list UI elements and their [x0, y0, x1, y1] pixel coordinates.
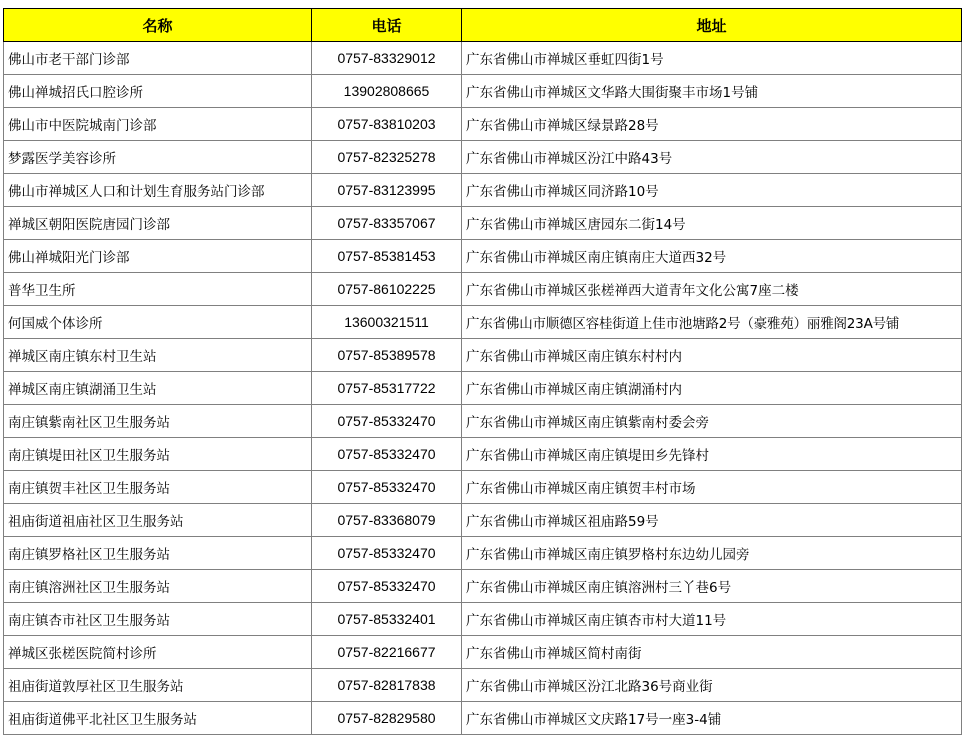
column-header-name: 名称 [4, 9, 312, 42]
column-header-address: 地址 [462, 9, 962, 42]
cell-address: 广东省佛山市禅城区简村南街 [462, 636, 962, 669]
cell-phone: 0757-83368079 [312, 504, 462, 537]
cell-phone: 0757-86102225 [312, 273, 462, 306]
table-row [4, 537, 962, 570]
cell-phone: 0757-83329012 [312, 42, 462, 75]
table-row [4, 669, 962, 702]
table-row [4, 174, 962, 207]
cell-address: 广东省佛山市禅城区南庄镇溶洲村三丫巷6号 [462, 570, 962, 603]
cell-name: 南庄镇罗格社区卫生服务站 [4, 537, 312, 570]
table-row [4, 438, 962, 471]
cell-address: 广东省佛山市禅城区文华路大围街聚丰市场1号铺 [462, 75, 962, 108]
table-row [4, 636, 962, 669]
table-row [4, 372, 962, 405]
cell-phone: 0757-85332470 [312, 438, 462, 471]
cell-address: 广东省佛山市禅城区南庄镇东村村内 [462, 339, 962, 372]
cell-phone: 0757-82216677 [312, 636, 462, 669]
table-row [4, 702, 962, 735]
table-row [4, 306, 962, 339]
table-row [4, 273, 962, 306]
cell-name: 禅城区南庄镇湖涌卫生站 [4, 372, 312, 405]
cell-name: 祖庙街道祖庙社区卫生服务站 [4, 504, 312, 537]
cell-name: 南庄镇贺丰社区卫生服务站 [4, 471, 312, 504]
cell-address: 广东省佛山市顺德区容桂街道上佳市池塘路2号（豪雅苑）丽雅阁23A号铺 [462, 306, 962, 339]
table-row [4, 240, 962, 273]
cell-address: 广东省佛山市禅城区同济路10号 [462, 174, 962, 207]
cell-name: 佛山市中医院城南门诊部 [4, 108, 312, 141]
table-row [4, 339, 962, 372]
cell-name: 南庄镇堤田社区卫生服务站 [4, 438, 312, 471]
cell-phone: 13600321511 [312, 306, 462, 339]
cell-name: 普华卫生所 [4, 273, 312, 306]
cell-address: 广东省佛山市禅城区南庄镇堤田乡先锋村 [462, 438, 962, 471]
cell-address: 广东省佛山市禅城区汾江北路36号商业街 [462, 669, 962, 702]
table-header-row [4, 9, 962, 42]
cell-phone: 0757-85332470 [312, 570, 462, 603]
cell-name: 佛山市禅城区人口和计划生育服务站门诊部 [4, 174, 312, 207]
cell-address: 广东省佛山市禅城区南庄镇罗格村东边幼儿园旁 [462, 537, 962, 570]
cell-address: 广东省佛山市禅城区张槎禅西大道青年文化公寓7座二楼 [462, 273, 962, 306]
cell-name: 梦露医学美容诊所 [4, 141, 312, 174]
table-row [4, 504, 962, 537]
cell-phone: 0757-82817838 [312, 669, 462, 702]
cell-name: 禅城区朝阳医院唐园门诊部 [4, 207, 312, 240]
cell-phone: 0757-82325278 [312, 141, 462, 174]
cell-name: 佛山市老干部门诊部 [4, 42, 312, 75]
cell-name: 南庄镇杏市社区卫生服务站 [4, 603, 312, 636]
table-row [4, 405, 962, 438]
table-row [4, 207, 962, 240]
cell-phone: 0757-83123995 [312, 174, 462, 207]
cell-phone: 0757-82829580 [312, 702, 462, 735]
table-body [4, 42, 962, 735]
table-row [4, 75, 962, 108]
table-row [4, 141, 962, 174]
cell-phone: 0757-85332470 [312, 471, 462, 504]
cell-name: 祖庙街道敦厚社区卫生服务站 [4, 669, 312, 702]
table-row [4, 603, 962, 636]
cell-phone: 0757-85332401 [312, 603, 462, 636]
cell-address: 广东省佛山市禅城区绿景路28号 [462, 108, 962, 141]
cell-address: 广东省佛山市禅城区文庆路17号一座3-4铺 [462, 702, 962, 735]
cell-name: 禅城区张槎医院简村诊所 [4, 636, 312, 669]
column-header-phone: 电话 [312, 9, 462, 42]
cell-address: 广东省佛山市禅城区南庄镇紫南村委会旁 [462, 405, 962, 438]
table-row [4, 42, 962, 75]
cell-name: 禅城区南庄镇东村卫生站 [4, 339, 312, 372]
cell-phone: 0757-85332470 [312, 405, 462, 438]
clinic-directory-table [3, 8, 962, 735]
cell-name: 祖庙街道佛平北社区卫生服务站 [4, 702, 312, 735]
cell-address: 广东省佛山市禅城区南庄镇杏市村大道11号 [462, 603, 962, 636]
cell-address: 广东省佛山市禅城区南庄镇湖涌村内 [462, 372, 962, 405]
table-row [4, 570, 962, 603]
cell-name: 南庄镇溶洲社区卫生服务站 [4, 570, 312, 603]
cell-address: 广东省佛山市禅城区南庄镇南庄大道西32号 [462, 240, 962, 273]
cell-address: 广东省佛山市禅城区垂虹四街1号 [462, 42, 962, 75]
cell-address: 广东省佛山市禅城区南庄镇贺丰村市场 [462, 471, 962, 504]
cell-name: 佛山禅城招氏口腔诊所 [4, 75, 312, 108]
cell-address: 广东省佛山市禅城区祖庙路59号 [462, 504, 962, 537]
cell-name: 南庄镇紫南社区卫生服务站 [4, 405, 312, 438]
table-row [4, 471, 962, 504]
cell-phone: 0757-83357067 [312, 207, 462, 240]
cell-phone: 0757-85332470 [312, 537, 462, 570]
table-row [4, 108, 962, 141]
cell-name: 何国威个体诊所 [4, 306, 312, 339]
cell-phone: 13902808665 [312, 75, 462, 108]
cell-phone: 0757-85389578 [312, 339, 462, 372]
cell-phone: 0757-85381453 [312, 240, 462, 273]
cell-phone: 0757-83810203 [312, 108, 462, 141]
cell-address: 广东省佛山市禅城区唐园东二街14号 [462, 207, 962, 240]
cell-phone: 0757-85317722 [312, 372, 462, 405]
cell-name: 佛山禅城阳光门诊部 [4, 240, 312, 273]
cell-address: 广东省佛山市禅城区汾江中路43号 [462, 141, 962, 174]
